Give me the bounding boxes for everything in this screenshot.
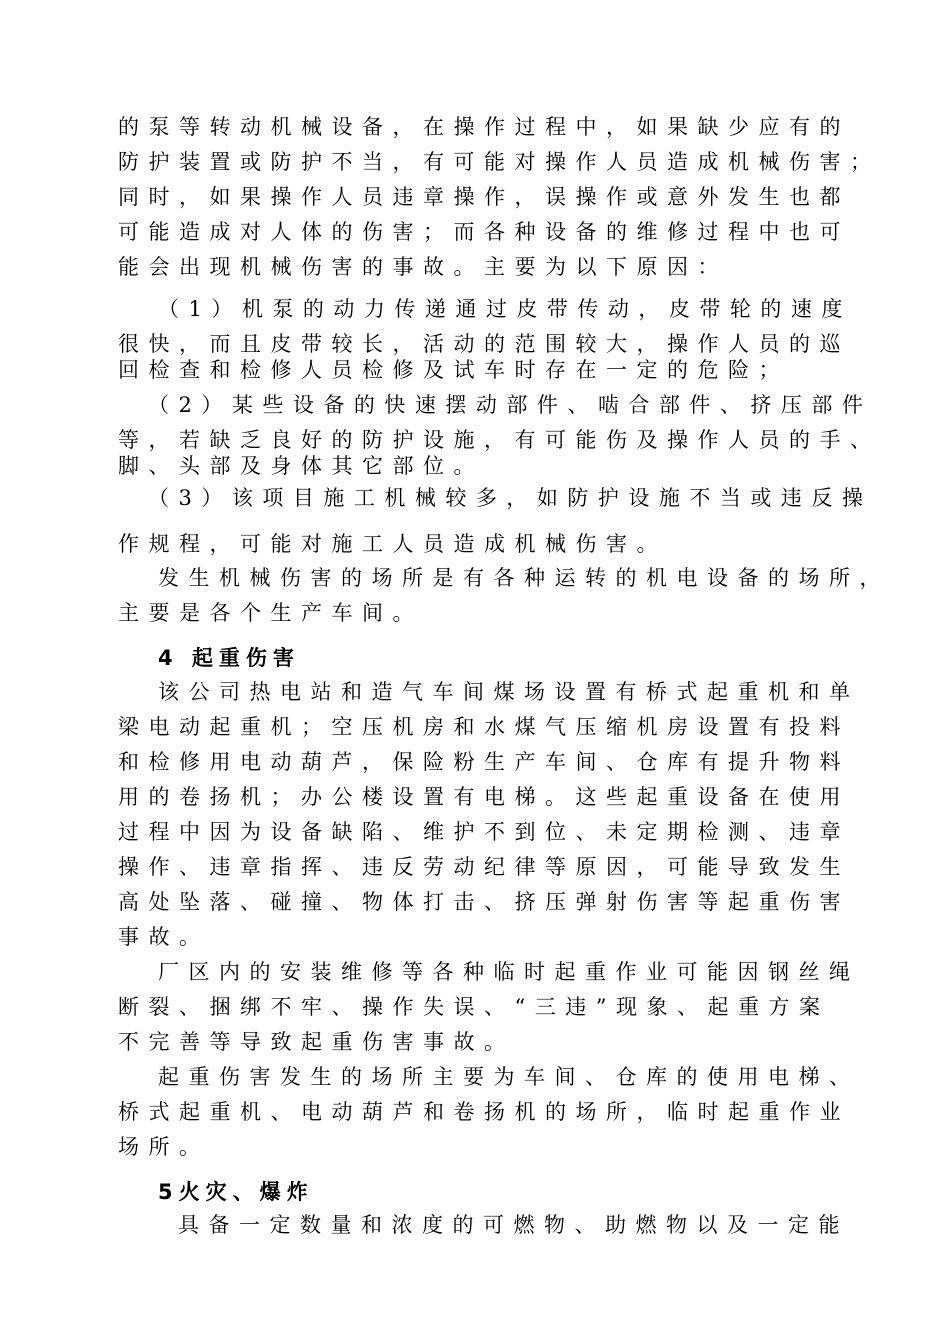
text-line: 防护装置或防护不当，有可能对操作人员造成机械伤害； — [118, 150, 881, 174]
text-line: （1）机泵的动力传递通过皮带传动，皮带轮的速度 — [158, 297, 852, 321]
text-line: 很快，而且皮带较长，活动的范围较大，操作人员的巡 — [118, 332, 850, 356]
text-line: 可能造成对人体的伤害；而各种设备的维修过程中也可 — [118, 220, 850, 244]
text-line: 和检修用电动葫芦，保险粉生产车间、仓库有提升物料 — [118, 750, 850, 774]
text-line: 断裂、捆绑不牢、操作失误、“三违”现象、起重方案 — [118, 995, 830, 1019]
text-line: 操作、违章指挥、违反劳动纪律等原因，可能导致发生 — [118, 855, 850, 879]
text-line: 桥式起重机、电动葫芦和卷扬机的场所，临时起重作业 — [118, 1100, 850, 1124]
text-line: 主要是各个生产车间。 — [118, 601, 423, 625]
text-line: 脚、头部及身体其它部位。 — [118, 454, 484, 478]
section-heading-5: 5火灾、爆炸 — [158, 1180, 314, 1204]
text-line: 过程中因为设备缺陷、维护不到位、未定期检测、违章 — [118, 820, 850, 844]
text-line: 等，若缺乏良好的防护设施，有可能伤及操作人员的手、 — [118, 428, 881, 452]
text-line: 作规程，可能对施工人员造成机械伤害。 — [118, 532, 667, 556]
text-line: 发生机械伤害的场所是有各种运转的机电设备的场所， — [158, 566, 890, 590]
text-line: 具备一定数量和浓度的可燃物、助燃物以及一定能 — [178, 1213, 849, 1237]
text-line: 回检查和检修人员检修及试车时存在一定的危险； — [118, 358, 789, 382]
text-line: 用的卷扬机；办公楼设置有电梯。这些起重设备在使用 — [118, 785, 850, 809]
text-line: 厂区内的安装维修等各种临时起重作业可能因钢丝绳 — [158, 960, 860, 984]
section-heading-4: 4 起重伤害 — [158, 646, 300, 670]
text-line: 梁电动起重机；空压机房和水煤气压缩机房设置有投料 — [118, 715, 850, 739]
text-line: 场所。 — [118, 1135, 210, 1159]
text-line: 的泵等转动机械设备，在操作过程中，如果缺少应有的 — [118, 115, 850, 139]
text-line: 不完善等导致起重伤害事故。 — [118, 1030, 515, 1054]
text-line: 能会出现机械伤害的事故。主要为以下原因： — [118, 255, 728, 279]
text-line: （3）该项目施工机械较多，如防护设施不当或违反操 — [148, 486, 873, 510]
text-line: 高处坠落、碰撞、物体打击、挤压弹射伤害等起重伤害 — [118, 890, 850, 914]
text-line: （2）某些设备的快速摆动部件、啮合部件、挤压部件 — [148, 393, 873, 417]
text-line: 起重伤害发生的场所主要为车间、仓库的使用电梯、 — [158, 1065, 860, 1089]
text-line: 事故。 — [118, 925, 210, 949]
text-line: 同时，如果操作人员违章操作，误操作或意外发生也都 — [118, 185, 850, 209]
text-line: 该公司热电站和造气车间煤场设置有桥式起重机和单 — [158, 680, 860, 704]
